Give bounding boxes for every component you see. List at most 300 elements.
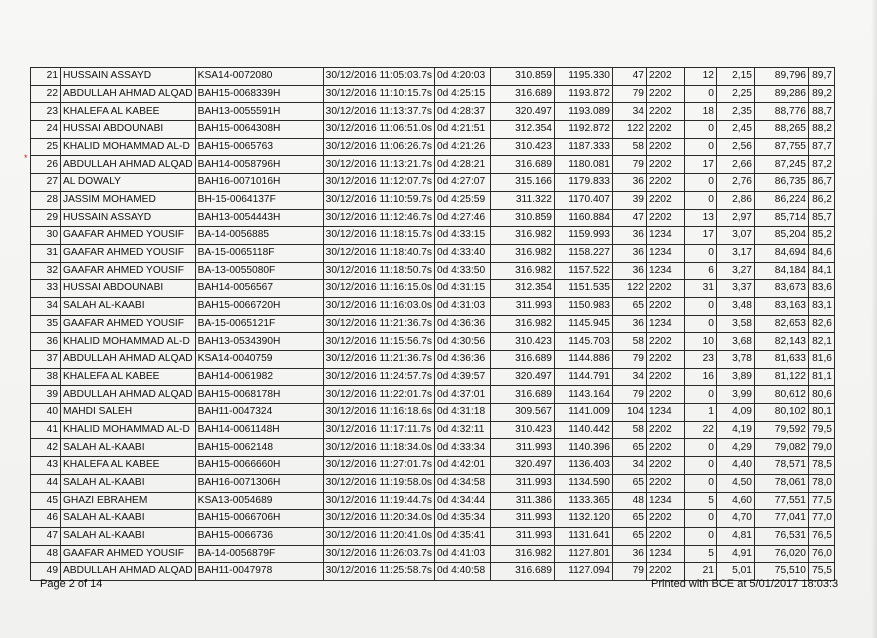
duration-cell: 0d 4:25:59 xyxy=(434,191,490,209)
rank-cell: 29 xyxy=(31,209,61,227)
duration-cell: 0d 4:20:03 xyxy=(434,68,490,86)
coef-cell: 3,99 xyxy=(716,386,754,404)
coef-cell: 4,29 xyxy=(716,439,754,457)
value-cell: 0 xyxy=(684,138,716,156)
duration-cell: 0d 4:34:58 xyxy=(434,474,490,492)
duration-cell: 0d 4:31:15 xyxy=(434,280,490,298)
name-cell: AL DOWALY xyxy=(61,174,196,192)
table-row xyxy=(31,421,835,439)
name-cell: GAAFAR AHMED YOUSIF xyxy=(61,262,196,280)
name-cell: KHALID MOHAMMAD AL-D xyxy=(61,138,196,156)
count-cell: 34 xyxy=(612,103,646,121)
value-cell: 0 xyxy=(684,121,716,139)
points-cell: 87,245 xyxy=(754,156,808,174)
rank-cell: 33 xyxy=(31,280,61,298)
coef-cell: 2,15 xyxy=(716,68,754,86)
distance-cell: 311.322 xyxy=(490,191,554,209)
coef-cell: 2,76 xyxy=(716,174,754,192)
arrival-cell: 30/12/2016 11:20:34.0s xyxy=(323,510,434,528)
table-row xyxy=(31,333,835,351)
name-cell: HUSSAI ABDOUNABI xyxy=(61,121,196,139)
name-cell: SALAH AL-KAABI xyxy=(61,527,196,545)
duration-cell: 0d 4:33:40 xyxy=(434,244,490,262)
speed-cell: 1151.535 xyxy=(554,280,612,298)
distance-cell: 316.689 xyxy=(490,156,554,174)
arrival-cell: 30/12/2016 11:16:18.6s xyxy=(323,404,434,422)
arrival-cell: 30/12/2016 11:20:41.0s xyxy=(323,527,434,545)
name-cell: KHALEFA AL KABEE xyxy=(61,368,196,386)
coef-cell: 2,35 xyxy=(716,103,754,121)
coef-cell: 4,50 xyxy=(716,474,754,492)
points-truncated-cell: 88,2 xyxy=(808,121,834,139)
name-cell: KHALEFA AL KABEE xyxy=(61,103,196,121)
distance-cell: 310.423 xyxy=(490,333,554,351)
value-cell: 0 xyxy=(684,510,716,528)
points-cell: 78,061 xyxy=(754,474,808,492)
duration-cell: 0d 4:32:11 xyxy=(434,421,490,439)
name-cell: ABDULLAH AHMAD ALQAD xyxy=(61,351,196,369)
coef-cell: 3,07 xyxy=(716,227,754,245)
coef-cell: 4,81 xyxy=(716,527,754,545)
count-cell: 79 xyxy=(612,351,646,369)
speed-cell: 1193.872 xyxy=(554,85,612,103)
table-row xyxy=(31,527,835,545)
ring-cell: BAH15-0066706H xyxy=(195,510,323,528)
ring-cell: BAH16-0071306H xyxy=(195,474,323,492)
count-cell: 34 xyxy=(612,457,646,475)
table-row xyxy=(31,510,835,528)
distance-cell: 316.982 xyxy=(490,315,554,333)
duration-cell: 0d 4:27:46 xyxy=(434,209,490,227)
name-cell: KHALID MOHAMMAD AL-D xyxy=(61,333,196,351)
name-cell: MAHDI SALEH xyxy=(61,404,196,422)
points-cell: 81,122 xyxy=(754,368,808,386)
table-row xyxy=(31,368,835,386)
duration-cell: 0d 4:28:21 xyxy=(434,156,490,174)
name-cell: KHALEFA AL KABEE xyxy=(61,457,196,475)
value-cell: 23 xyxy=(684,351,716,369)
distance-cell: 316.689 xyxy=(490,563,554,581)
rank-cell: 43 xyxy=(31,457,61,475)
value-cell: 0 xyxy=(684,386,716,404)
points-truncated-cell: 83,6 xyxy=(808,280,834,298)
arrival-cell: 30/12/2016 11:21:36.7s xyxy=(323,315,434,333)
ring-cell: BAH13-0534390H xyxy=(195,333,323,351)
points-truncated-cell: 83,1 xyxy=(808,297,834,315)
points-truncated-cell: 85,2 xyxy=(808,227,834,245)
distance-cell: 312.354 xyxy=(490,280,554,298)
value-cell: 22 xyxy=(684,421,716,439)
points-truncated-cell: 82,6 xyxy=(808,315,834,333)
points-truncated-cell: 89,7 xyxy=(808,68,834,86)
value-cell: 0 xyxy=(684,315,716,333)
count-cell: 36 xyxy=(612,174,646,192)
code-cell: 2202 xyxy=(646,121,684,139)
speed-cell: 1192.872 xyxy=(554,121,612,139)
code-cell: 2202 xyxy=(646,103,684,121)
duration-cell: 0d 4:36:36 xyxy=(434,351,490,369)
coef-cell: 3,17 xyxy=(716,244,754,262)
arrival-cell: 30/12/2016 11:06:26.7s xyxy=(323,138,434,156)
speed-cell: 1134.590 xyxy=(554,474,612,492)
code-cell: 1234 xyxy=(646,545,684,563)
rank-cell: 46 xyxy=(31,510,61,528)
ring-cell: BA-15-0065121F xyxy=(195,315,323,333)
distance-cell: 320.497 xyxy=(490,457,554,475)
value-cell: 10 xyxy=(684,333,716,351)
arrival-cell: 30/12/2016 11:16:15.0s xyxy=(323,280,434,298)
speed-cell: 1150.983 xyxy=(554,297,612,315)
value-cell: 0 xyxy=(684,85,716,103)
speed-cell: 1127.801 xyxy=(554,545,612,563)
table-row xyxy=(31,545,835,563)
distance-cell: 316.689 xyxy=(490,85,554,103)
count-cell: 58 xyxy=(612,421,646,439)
distance-cell: 316.982 xyxy=(490,227,554,245)
code-cell: 2202 xyxy=(646,174,684,192)
arrival-cell: 30/12/2016 11:26:03.7s xyxy=(323,545,434,563)
points-cell: 75,510 xyxy=(754,563,808,581)
duration-cell: 0d 4:30:56 xyxy=(434,333,490,351)
points-truncated-cell: 87,7 xyxy=(808,138,834,156)
ring-cell: BA-14-0056885 xyxy=(195,227,323,245)
table-row xyxy=(31,457,835,475)
value-cell: 0 xyxy=(684,297,716,315)
count-cell: 79 xyxy=(612,156,646,174)
speed-cell: 1144.791 xyxy=(554,368,612,386)
name-cell: ABDULLAH AHMAD ALQAD xyxy=(61,386,196,404)
distance-cell: 316.689 xyxy=(490,386,554,404)
rank-cell: 34 xyxy=(31,297,61,315)
arrival-cell: 30/12/2016 11:25:58.7s xyxy=(323,563,434,581)
points-cell: 85,204 xyxy=(754,227,808,245)
code-cell: 2202 xyxy=(646,280,684,298)
table-row xyxy=(31,174,835,192)
ring-cell: BAH14-0056567 xyxy=(195,280,323,298)
code-cell: 1234 xyxy=(646,244,684,262)
points-cell: 79,082 xyxy=(754,439,808,457)
distance-cell: 311.993 xyxy=(490,527,554,545)
rank-cell: 38 xyxy=(31,368,61,386)
ring-cell: BA-13-0055080F xyxy=(195,262,323,280)
coef-cell: 2,45 xyxy=(716,121,754,139)
points-truncated-cell: 86,2 xyxy=(808,191,834,209)
duration-cell: 0d 4:41:03 xyxy=(434,545,490,563)
code-cell: 2202 xyxy=(646,439,684,457)
distance-cell: 316.982 xyxy=(490,244,554,262)
code-cell: 2202 xyxy=(646,191,684,209)
table-row xyxy=(31,156,835,174)
value-cell: 21 xyxy=(684,563,716,581)
table-row xyxy=(31,280,835,298)
coef-cell: 3,27 xyxy=(716,262,754,280)
coef-cell: 2,86 xyxy=(716,191,754,209)
points-truncated-cell: 76,0 xyxy=(808,545,834,563)
table-row xyxy=(31,297,835,315)
results-table xyxy=(30,67,835,581)
points-truncated-cell: 88,7 xyxy=(808,103,834,121)
arrival-cell: 30/12/2016 11:19:58.0s xyxy=(323,474,434,492)
arrival-cell: 30/12/2016 11:16:03.0s xyxy=(323,297,434,315)
arrival-cell: 30/12/2016 11:22:01.7s xyxy=(323,386,434,404)
name-cell: JASSIM MOHAMED xyxy=(61,191,196,209)
arrival-cell: 30/12/2016 11:12:46.7s xyxy=(323,209,434,227)
speed-cell: 1141.009 xyxy=(554,404,612,422)
coef-cell: 3,68 xyxy=(716,333,754,351)
value-cell: 18 xyxy=(684,103,716,121)
points-truncated-cell: 84,1 xyxy=(808,262,834,280)
count-cell: 65 xyxy=(612,527,646,545)
table-row xyxy=(31,315,835,333)
duration-cell: 0d 4:36:36 xyxy=(434,315,490,333)
results-table-container xyxy=(30,67,877,577)
count-cell: 65 xyxy=(612,439,646,457)
points-truncated-cell: 79,0 xyxy=(808,439,834,457)
speed-cell: 1145.703 xyxy=(554,333,612,351)
value-cell: 17 xyxy=(684,227,716,245)
duration-cell: 0d 4:40:58 xyxy=(434,563,490,581)
name-cell: HUSSAIN ASSAYD xyxy=(61,68,196,86)
ring-cell: BAH14-0058796H xyxy=(195,156,323,174)
code-cell: 2202 xyxy=(646,563,684,581)
code-cell: 1234 xyxy=(646,492,684,510)
duration-cell: 0d 4:33:34 xyxy=(434,439,490,457)
arrival-cell: 30/12/2016 11:13:21.7s xyxy=(323,156,434,174)
arrival-cell: 30/12/2016 11:10:15.7s xyxy=(323,85,434,103)
points-truncated-cell: 85,7 xyxy=(808,209,834,227)
distance-cell: 315.166 xyxy=(490,174,554,192)
code-cell: 2202 xyxy=(646,138,684,156)
value-cell: 16 xyxy=(684,368,716,386)
points-truncated-cell: 77,5 xyxy=(808,492,834,510)
count-cell: 47 xyxy=(612,68,646,86)
distance-cell: 311.993 xyxy=(490,297,554,315)
ring-cell: BAH11-0047324 xyxy=(195,404,323,422)
points-cell: 88,265 xyxy=(754,121,808,139)
points-cell: 77,041 xyxy=(754,510,808,528)
coef-cell: 2,56 xyxy=(716,138,754,156)
row-marker: * xyxy=(24,153,28,163)
points-cell: 83,163 xyxy=(754,297,808,315)
rank-cell: 31 xyxy=(31,244,61,262)
arrival-cell: 30/12/2016 11:21:36.7s xyxy=(323,351,434,369)
value-cell: 12 xyxy=(684,68,716,86)
points-cell: 84,184 xyxy=(754,262,808,280)
coef-cell: 3,89 xyxy=(716,368,754,386)
name-cell: GAAFAR AHMED YOUSIF xyxy=(61,315,196,333)
points-cell: 89,286 xyxy=(754,85,808,103)
arrival-cell: 30/12/2016 11:18:50.7s xyxy=(323,262,434,280)
value-cell: 5 xyxy=(684,545,716,563)
duration-cell: 0d 4:33:15 xyxy=(434,227,490,245)
speed-cell: 1157.522 xyxy=(554,262,612,280)
table-row xyxy=(31,474,835,492)
points-cell: 86,735 xyxy=(754,174,808,192)
count-cell: 39 xyxy=(612,191,646,209)
rank-cell: 28 xyxy=(31,191,61,209)
code-cell: 2202 xyxy=(646,333,684,351)
ring-cell: BA-15-0065118F xyxy=(195,244,323,262)
distance-cell: 316.982 xyxy=(490,545,554,563)
value-cell: 0 xyxy=(684,191,716,209)
duration-cell: 0d 4:21:51 xyxy=(434,121,490,139)
count-cell: 36 xyxy=(612,545,646,563)
value-cell: 13 xyxy=(684,209,716,227)
count-cell: 79 xyxy=(612,85,646,103)
table-row xyxy=(31,439,835,457)
rank-cell: 36 xyxy=(31,333,61,351)
rank-cell: 25 xyxy=(31,138,61,156)
rank-cell: 41 xyxy=(31,421,61,439)
distance-cell: 311.993 xyxy=(490,439,554,457)
code-cell: 1234 xyxy=(646,315,684,333)
code-cell: 2202 xyxy=(646,386,684,404)
speed-cell: 1140.442 xyxy=(554,421,612,439)
coef-cell: 2,66 xyxy=(716,156,754,174)
coef-cell: 3,78 xyxy=(716,351,754,369)
ring-cell: BAH15-0065763 xyxy=(195,138,323,156)
points-truncated-cell: 80,6 xyxy=(808,386,834,404)
coef-cell: 4,91 xyxy=(716,545,754,563)
points-cell: 76,020 xyxy=(754,545,808,563)
speed-cell: 1127.094 xyxy=(554,563,612,581)
points-cell: 88,776 xyxy=(754,103,808,121)
value-cell: 0 xyxy=(684,527,716,545)
rank-cell: 37 xyxy=(31,351,61,369)
points-truncated-cell: 84,6 xyxy=(808,244,834,262)
rank-cell: 45 xyxy=(31,492,61,510)
rank-cell: 44 xyxy=(31,474,61,492)
points-cell: 81,633 xyxy=(754,351,808,369)
ring-cell: BAH15-0068178H xyxy=(195,386,323,404)
speed-cell: 1131.641 xyxy=(554,527,612,545)
points-truncated-cell: 78,0 xyxy=(808,474,834,492)
points-truncated-cell: 80,1 xyxy=(808,404,834,422)
coef-cell: 3,48 xyxy=(716,297,754,315)
distance-cell: 312.354 xyxy=(490,121,554,139)
table-row xyxy=(31,209,835,227)
duration-cell: 0d 4:25:15 xyxy=(434,85,490,103)
speed-cell: 1158.227 xyxy=(554,244,612,262)
value-cell: 31 xyxy=(684,280,716,298)
speed-cell: 1140.396 xyxy=(554,439,612,457)
value-cell: 6 xyxy=(684,262,716,280)
code-cell: 2202 xyxy=(646,421,684,439)
name-cell: GHAZI EBRAHEM xyxy=(61,492,196,510)
code-cell: 2202 xyxy=(646,209,684,227)
table-row xyxy=(31,262,835,280)
points-cell: 82,143 xyxy=(754,333,808,351)
ring-cell: BAH15-0066660H xyxy=(195,457,323,475)
name-cell: GAAFAR AHMED YOUSIF xyxy=(61,227,196,245)
duration-cell: 0d 4:33:50 xyxy=(434,262,490,280)
arrival-cell: 30/12/2016 11:24:57.7s xyxy=(323,368,434,386)
duration-cell: 0d 4:35:41 xyxy=(434,527,490,545)
distance-cell: 320.497 xyxy=(490,103,554,121)
code-cell: 1234 xyxy=(646,404,684,422)
table-row xyxy=(31,85,835,103)
table-row xyxy=(31,121,835,139)
count-cell: 36 xyxy=(612,262,646,280)
coef-cell: 4,70 xyxy=(716,510,754,528)
ring-cell: KSA14-0072080 xyxy=(195,68,323,86)
distance-cell: 311.386 xyxy=(490,492,554,510)
code-cell: 2202 xyxy=(646,85,684,103)
rank-cell: 49 xyxy=(31,563,61,581)
points-truncated-cell: 81,6 xyxy=(808,351,834,369)
table-row xyxy=(31,227,835,245)
count-cell: 79 xyxy=(612,386,646,404)
count-cell: 65 xyxy=(612,510,646,528)
points-cell: 82,653 xyxy=(754,315,808,333)
coef-cell: 5,01 xyxy=(716,563,754,581)
arrival-cell: 30/12/2016 11:27:01.7s xyxy=(323,457,434,475)
rank-cell: 35 xyxy=(31,315,61,333)
speed-cell: 1159.993 xyxy=(554,227,612,245)
table-row xyxy=(31,404,835,422)
value-cell: 0 xyxy=(684,174,716,192)
rank-cell: 47 xyxy=(31,527,61,545)
code-cell: 2202 xyxy=(646,527,684,545)
code-cell: 2202 xyxy=(646,510,684,528)
count-cell: 122 xyxy=(612,280,646,298)
points-truncated-cell: 89,2 xyxy=(808,85,834,103)
arrival-cell: 30/12/2016 11:17:11.7s xyxy=(323,421,434,439)
points-truncated-cell: 82,1 xyxy=(808,333,834,351)
speed-cell: 1136.403 xyxy=(554,457,612,475)
name-cell: ABDULLAH AHMAD ALQAD xyxy=(61,563,196,581)
name-cell: SALAH AL-KAABI xyxy=(61,510,196,528)
code-cell: 2202 xyxy=(646,156,684,174)
name-cell: SALAH AL-KAABI xyxy=(61,297,196,315)
page-edge-shadow xyxy=(871,0,877,638)
rank-cell: 30 xyxy=(31,227,61,245)
name-cell: GAAFAR AHMED YOUSIF xyxy=(61,244,196,262)
speed-cell: 1144.886 xyxy=(554,351,612,369)
speed-cell: 1160.884 xyxy=(554,209,612,227)
name-cell: HUSSAIN ASSAYD xyxy=(61,209,196,227)
points-cell: 87,755 xyxy=(754,138,808,156)
distance-cell: 316.689 xyxy=(490,351,554,369)
code-cell: 2202 xyxy=(646,457,684,475)
arrival-cell: 30/12/2016 11:18:15.7s xyxy=(323,227,434,245)
name-cell: GAAFAR AHMED YOUSIF xyxy=(61,545,196,563)
distance-cell: 316.982 xyxy=(490,262,554,280)
rank-cell: 40 xyxy=(31,404,61,422)
duration-cell: 0d 4:28:37 xyxy=(434,103,490,121)
coef-cell: 2,25 xyxy=(716,85,754,103)
speed-cell: 1195.330 xyxy=(554,68,612,86)
rank-cell: 48 xyxy=(31,545,61,563)
points-truncated-cell: 81,1 xyxy=(808,368,834,386)
results-table-body xyxy=(31,68,835,581)
speed-cell: 1170.407 xyxy=(554,191,612,209)
name-cell: KHALID MOHAMMAD AL-D xyxy=(61,421,196,439)
duration-cell: 0d 4:39:57 xyxy=(434,368,490,386)
distance-cell: 311.993 xyxy=(490,510,554,528)
value-cell: 0 xyxy=(684,244,716,262)
count-cell: 34 xyxy=(612,368,646,386)
ring-cell: KSA14-0040759 xyxy=(195,351,323,369)
points-truncated-cell: 86,7 xyxy=(808,174,834,192)
name-cell: HUSSAI ABDOUNABI xyxy=(61,280,196,298)
speed-cell: 1179.833 xyxy=(554,174,612,192)
distance-cell: 310.423 xyxy=(490,421,554,439)
code-cell: 1234 xyxy=(646,262,684,280)
coef-cell: 2,97 xyxy=(716,209,754,227)
points-cell: 76,531 xyxy=(754,527,808,545)
value-cell: 0 xyxy=(684,439,716,457)
